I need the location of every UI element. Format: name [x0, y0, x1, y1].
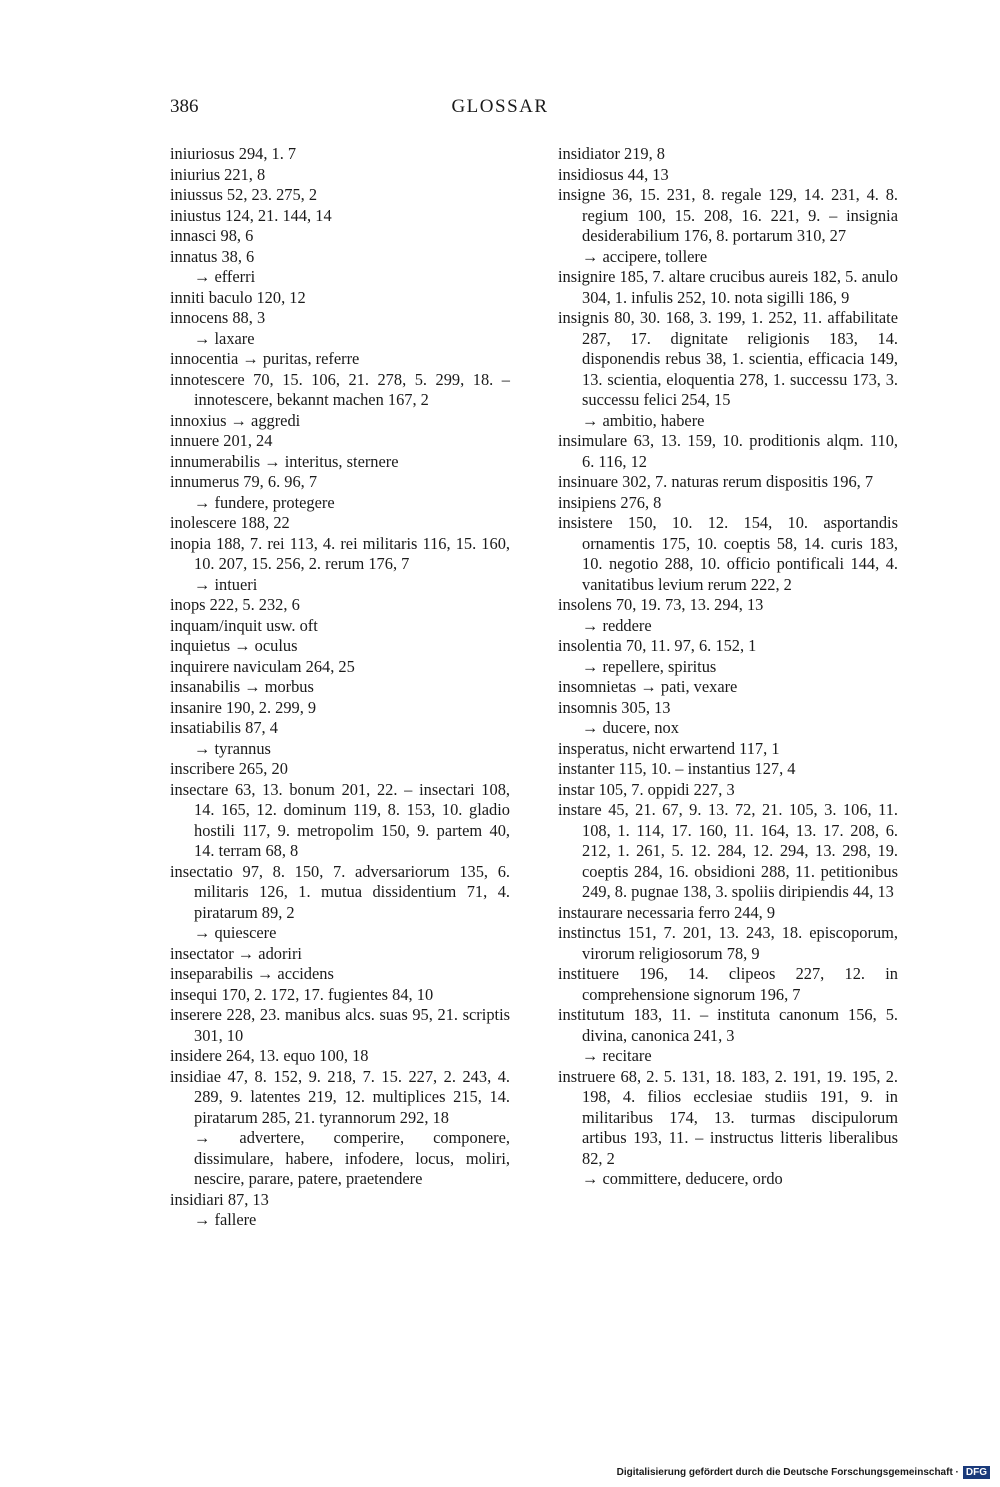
glossary-entry — [558, 800, 898, 903]
glossary-entry-text: instituere 196, 14. clipeos 227, 12. in comprehensione signorum 196, 7 — [558, 964, 898, 1004]
glossary-entry — [170, 1190, 510, 1231]
glossary-entry — [170, 616, 510, 637]
glossary-entry-text: innumerus 79, 6. 96, 7 — [170, 472, 318, 491]
glossary-entry-text: innasci 98, 6 — [170, 226, 254, 245]
glossary-entry — [558, 677, 898, 698]
glossary-entry — [558, 780, 898, 801]
glossary-entry — [170, 1046, 510, 1067]
glossary-entry-text: insignire 185, 7. altare crucibus aureis 182, 5. anulo 304, 1. infulis 252, 10. nota sigilli 186, 9 — [558, 267, 898, 307]
glossary-cross-reference: → ducere, nox — [582, 718, 679, 737]
glossary-entry — [170, 308, 510, 349]
glossary-entry-text: insectatio 97, 8. 150, 7. adversariorum 135, 6. militaris 126, 1. mutua dissidentium 71, 4. piratarum 89, 2 — [170, 861, 510, 922]
glossary-entry — [170, 657, 510, 678]
glossary-entry — [558, 923, 898, 964]
glossary-entry-text: instar 105, 7. oppidi 227, 3 — [558, 779, 735, 799]
glossary-cross-reference: → tyrannus — [194, 738, 271, 758]
glossary-entry-text: insectare 63, 13. bonum 201, 22. – insectari 108, 14. 165, 12. dominum 119, 8. 153, 10. gladio hostili 117, 9. metropolim 150, 9. partem 40, 14. terram 68, 8 — [170, 779, 510, 860]
glossary-entry — [558, 308, 898, 431]
glossary-cross-reference: → recitare — [582, 1046, 652, 1065]
glossary-cross-reference: → repellere, spiritus — [582, 656, 717, 676]
glossary-entry-text: insidiosus 44, 13 — [558, 164, 669, 184]
glossary-cross-reference: → committere, deducere, ordo — [582, 1169, 783, 1188]
glossary-entry — [558, 1005, 898, 1067]
glossary-entry — [170, 1005, 510, 1046]
glossary-entry-text: insanabilis → morbus — [170, 677, 314, 696]
glossary-entry — [170, 452, 510, 473]
glossary-entry-text: inquirere naviculam 264, 25 — [170, 656, 355, 676]
page-title: GLOSSAR — [451, 96, 549, 117]
glossary-entry — [170, 185, 510, 206]
glossary-entry — [170, 349, 510, 370]
glossary-cross-reference: → quiescere — [194, 923, 277, 942]
glossary-entry-text: instaurare necessaria ferro 244, 9 — [558, 902, 776, 922]
glossary-entry-text: insidiator 219, 8 — [558, 144, 665, 163]
page-number: 386 — [170, 96, 199, 117]
glossary-entry-text: innumerabilis → interitus, sternere — [170, 451, 399, 471]
glossary-entry-text: insectator → adoriri — [170, 943, 302, 963]
glossary-entry — [558, 472, 898, 493]
glossary-entry-text: innocens 88, 3 — [170, 308, 266, 327]
glossary-entry — [558, 185, 898, 267]
glossary-entry-text: insomnietas → pati, vexare — [558, 677, 738, 696]
glossary-entry — [170, 411, 510, 432]
glossary-entry-text: insolentia 70, 11. 97, 6. 152, 1 — [558, 636, 757, 655]
glossary-entry — [170, 1067, 510, 1190]
glossary-entry-text: innuere 201, 24 — [170, 431, 273, 450]
glossary-entry-text: innocentia → puritas, referre — [170, 349, 360, 368]
glossary-column-left — [170, 144, 510, 1231]
glossary-entry — [558, 759, 898, 780]
glossary-entry — [170, 636, 510, 657]
glossary-cross-reference: → efferri — [194, 267, 256, 286]
glossary-entry — [558, 1067, 898, 1190]
glossary-entry — [170, 759, 510, 780]
glossary-entry-text: iniurius 221, 8 — [170, 164, 266, 184]
glossary-entry — [558, 431, 898, 472]
glossary-entry — [170, 431, 510, 452]
glossary-entry-text: insolens 70, 19. 73, 13. 294, 13 — [558, 595, 764, 614]
glossary-entry — [558, 636, 898, 677]
glossary-entry — [558, 595, 898, 636]
glossary-entry-text: iniussus 52, 23. 275, 2 — [170, 185, 318, 204]
glossary-entry — [170, 247, 510, 288]
glossary-entry — [558, 165, 898, 186]
glossary-entry — [558, 267, 898, 308]
glossary-entry — [170, 718, 510, 759]
glossary-entry — [558, 513, 898, 595]
glossary-cross-reference: → intueri — [194, 574, 258, 594]
glossary-cross-reference: → fundere, protegere — [194, 492, 335, 512]
glossary-entry-text: iniustus 124, 21. 144, 14 — [170, 205, 332, 225]
glossary-entry-text: insequi 170, 2. 172, 17. fugientes 84, 10 — [170, 984, 434, 1004]
glossary-entry-text: instanter 115, 10. – instantius 127, 4 — [558, 759, 796, 778]
glossary-entry-text: insigne 36, 15. 231, 8. regale 129, 14. 231, 4. 8. regium 100, 15. 208, 16. 221, 9. – insignia desiderabilium 176, 8. portarum 310, 27 — [558, 185, 898, 245]
glossary-entry-text: inquam/inquit usw. oft — [170, 615, 318, 635]
footer-text: Digitalisierung gefördert durch die Deutsche Forschungsgemeinschaft · — [616, 1467, 959, 1478]
glossary-entry — [170, 698, 510, 719]
glossary-entry-text: inscribere 265, 20 — [170, 759, 288, 778]
glossary-entry — [170, 144, 510, 165]
glossary-entry — [170, 165, 510, 186]
footer — [617, 1466, 990, 1479]
glossary-entry-text: inniti baculo 120, 12 — [170, 287, 306, 307]
glossary-entry-text: institutum 183, 11. – instituta canonum 156, 5. divina, canonica 241, 3 — [558, 1005, 898, 1045]
glossary-cross-reference: → advertere, comperire, componere, dissimulare, habere, infodere, locus, moliri, nescire, parare, patere, praetendere — [194, 1128, 510, 1188]
glossary-entry — [170, 206, 510, 227]
glossary-entry-text: insignis 80, 30. 168, 3. 199, 1. 252, 11. affabilitate 287, 17. dignitate religionis 183, 14. disponendis rebus 38, 1. scientia, efficacia 149, 13. scientia, eloquentia 278, 1. successu 173, 3. successu felici 254, 15 — [558, 308, 898, 409]
glossary-entry-text: insidiae 47, 8. 152, 9. 218, 7. 15. 227, 2. 243, 4. 289, 9. latentes 219, 12. multiplices 215, 14. piratarum 285, 21. tyrannorum 292, 18 — [170, 1066, 510, 1127]
glossary-entry-text: insomnis 305, 13 — [558, 697, 671, 717]
glossary-entry-text: inops 222, 5. 232, 6 — [170, 595, 300, 614]
glossary-entry — [558, 493, 898, 514]
glossary-entry — [558, 739, 898, 760]
glossary-entry — [170, 677, 510, 698]
glossary-entry-text: inolescere 188, 22 — [170, 513, 290, 532]
glossary-entry — [170, 985, 510, 1006]
glossary-entry — [558, 698, 898, 739]
glossary-entry — [170, 964, 510, 985]
glossary-entry-text: insatiabilis 87, 4 — [170, 718, 278, 737]
glossary-entry-text: insistere 150, 10. 12. 154, 10. asportandis ornamentis 175, 10. coeptis 58, 14. curis 183, 10. negotio 288, 10. officio pontificali 144, 4. vanitatibus levium rerum 222, 2 — [558, 513, 898, 594]
glossary-entry — [558, 903, 898, 924]
glossary-entry — [170, 944, 510, 965]
glossary-entry-text: insidere 264, 13. equo 100, 18 — [170, 1046, 369, 1065]
glossary-entry-text: innatus 38, 6 — [170, 246, 255, 266]
glossary-entry — [170, 226, 510, 247]
glossary-entry-text: insidiari 87, 13 — [170, 1189, 269, 1209]
glossary-entry-text: insinuare 302, 7. naturas rerum dispositis 196, 7 — [558, 472, 874, 491]
glossary-entry-text: inopia 188, 7. rei 113, 4. rei militaris 116, 15. 160, 10. 207, 15. 256, 2. rerum 176, 7 — [170, 533, 510, 573]
glossary-column-right — [558, 144, 898, 1190]
glossary-entry — [170, 370, 510, 411]
glossary-entry-text: insimulare 63, 13. 159, 10. proditionis alqm. 110, 6. 116, 12 — [558, 431, 898, 471]
glossary-entry — [170, 862, 510, 944]
glossary-entry — [170, 595, 510, 616]
glossary-entry-text: instinctus 151, 7. 201, 13. 243, 18. episcoporum, virorum religiosorum 78, 9 — [558, 923, 898, 963]
glossary-entry — [170, 288, 510, 309]
glossary-entry-text: instare 45, 21. 67, 9. 13. 72, 21. 105, 3. 106, 11. 108, 1. 114, 17. 160, 11. 164, 13. 17. 208, 6. 212, 1. 261, 5. 12. 284, 12. 294, 13. 298, 19. coeptis 284, 16. obsidioni 288, 11. petitionibus 249, 8. pugnae 138, 3. spoliis diripiendis 44, 13 — [558, 800, 898, 901]
glossary-entry — [170, 780, 510, 862]
glossary-entry — [558, 964, 898, 1005]
glossary-entry-text: innoxius → aggredi — [170, 410, 301, 430]
glossary-entry-text: innotescere 70, 15. 106, 21. 278, 5. 299, 18. – innotescere, bekannt machen 167, 2 — [170, 369, 510, 409]
glossary-entry — [558, 144, 898, 165]
glossary-entry-text: iniuriosus 294, 1. 7 — [170, 144, 297, 163]
glossary-entry-text: instruere 68, 2. 5. 131, 18. 183, 2. 191, 19. 195, 2. 198, 4. filios ecclesiae studiis 191, 9. in militaribus 174, 13. turmas discipulorum artibus 193, 11. – instructus litteris liberalibus 82, 2 — [558, 1066, 898, 1168]
glossary-cross-reference: → fallere — [194, 1210, 257, 1229]
glossary-cross-reference: → ambitio, habere — [582, 410, 705, 430]
glossary-cross-reference: → laxare — [194, 328, 255, 348]
glossary-entry-text: insipiens 276, 8 — [558, 492, 662, 512]
glossary-cross-reference: → reddere — [582, 615, 652, 635]
glossary-entry — [170, 513, 510, 534]
glossary-entry-text: insperatus, nicht erwartend 117, 1 — [558, 738, 780, 758]
glossary-entry — [170, 534, 510, 596]
glossary-entry-text: inserere 228, 23. manibus alcs. suas 95, 21. scriptis 301, 10 — [170, 1005, 510, 1045]
glossary-entry-text: inseparabilis → accidens — [170, 964, 334, 983]
dfg-logo: DFG — [963, 1466, 990, 1479]
glossary-cross-reference: → accipere, tollere — [582, 246, 708, 266]
glossary-entry-text: inquietus → oculus — [170, 636, 298, 655]
glossary-entry — [170, 472, 510, 513]
glossary-entry-text: insanire 190, 2. 299, 9 — [170, 697, 317, 717]
